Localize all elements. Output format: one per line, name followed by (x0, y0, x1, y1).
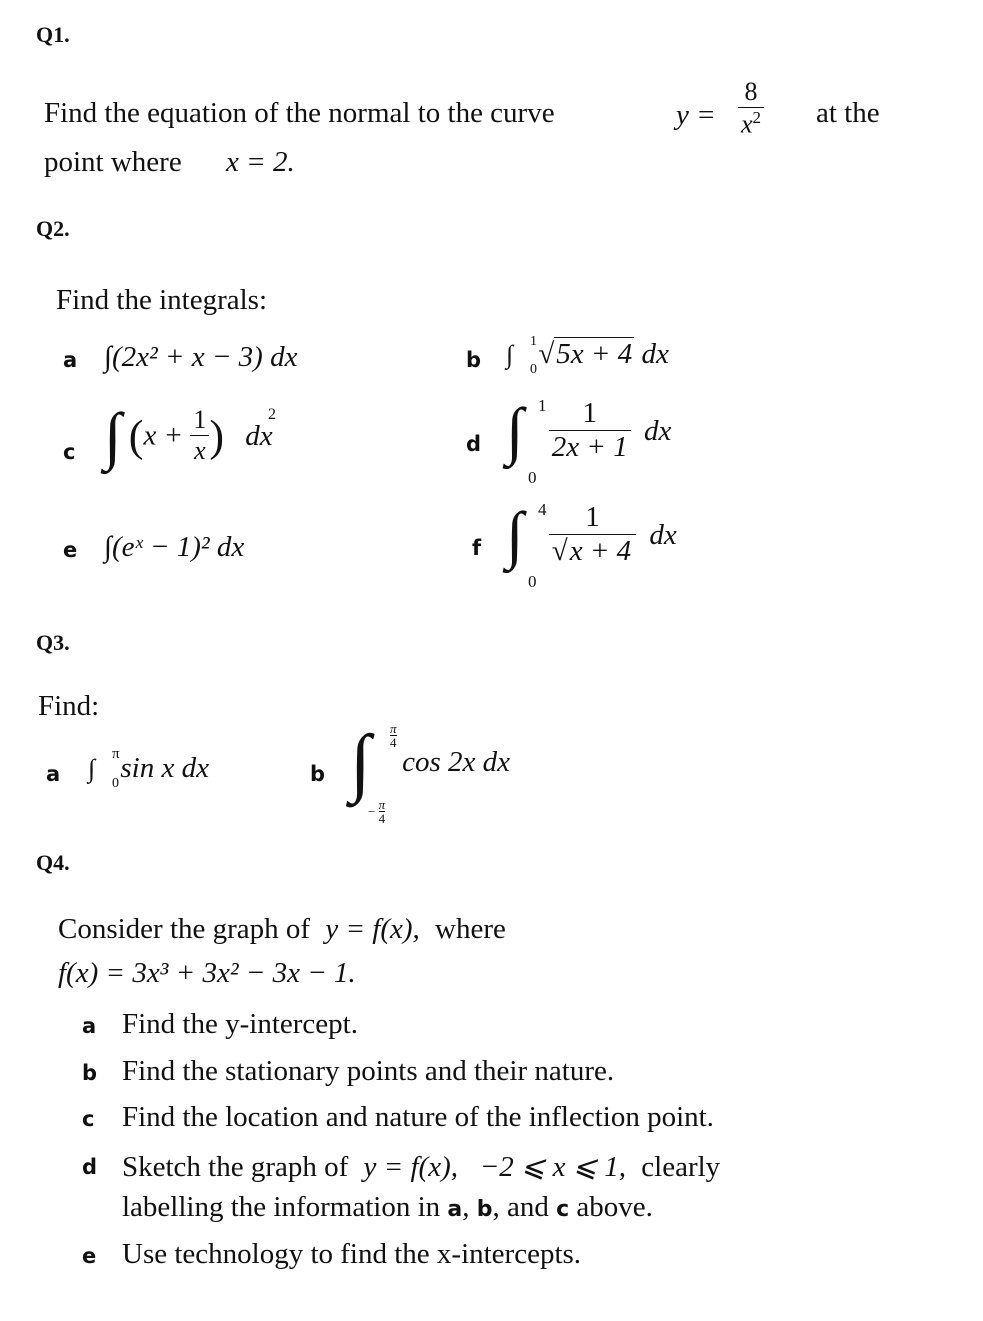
q2-d-den: 2x + 1 (549, 430, 631, 464)
q2-d-dx: dx (643, 414, 672, 447)
q2-b-dx: dx (641, 338, 669, 370)
q4-b-text: Find the stationary points and their nature. (122, 1055, 615, 1087)
q2-c-label: c (63, 440, 76, 464)
q2-a-expr: ∫(2x² + x − 3) dx (104, 341, 298, 373)
q4-a-label: a (82, 1014, 97, 1038)
q2-d-label: d (466, 432, 482, 456)
q2-e-label: e (63, 538, 78, 562)
q2-c-num: 1 (193, 405, 207, 435)
q2-c-open: ( (128, 411, 144, 461)
q3-a-int: ∫ (88, 754, 96, 783)
q3-b-expr (350, 720, 570, 834)
q1-y-equals: y = (676, 99, 716, 131)
q4-e-label: e (82, 1244, 97, 1268)
q3-intro: Find: (38, 690, 100, 722)
q1-at-the: at the (816, 97, 880, 129)
q2-c-int: ∫ (104, 400, 122, 471)
q3-a-body: sin x dx (120, 752, 209, 784)
q4-d-math: y = f(x), −2 ⩽ x ⩽ 1, (363, 1151, 627, 1183)
q1-line2-math: x = 2. (226, 146, 295, 178)
q2-f-int: ∫ (506, 499, 524, 571)
q4-function: f(x) = 3x³ + 3x² − 3x − 1. (58, 957, 356, 989)
q2-c-close: ) (209, 411, 225, 461)
q4-d-ref-c: c (556, 1197, 570, 1222)
q1-fraction (738, 78, 764, 139)
q4-c-label: c (82, 1107, 95, 1131)
q4-d-label: d (82, 1155, 98, 1179)
q1-line2-text: point where (44, 146, 182, 178)
q3-a-lower: 0 (112, 776, 119, 791)
q1-line1-text: Find the equation of the normal to the curve (44, 97, 555, 129)
q3-heading: Q3. (36, 630, 70, 655)
q1-frac-den: x (741, 109, 753, 139)
q2-f-num: 1 (585, 501, 600, 533)
q1-heading: Q1. (36, 22, 70, 47)
q4-d-text-post: clearly (641, 1151, 721, 1183)
q4-d-ref-a: a (447, 1197, 463, 1222)
q2-b-label: b (466, 348, 482, 372)
q2-f-upper: 4 (538, 500, 547, 519)
q3-b-upper (390, 722, 397, 749)
q2-c-exp: 2 (268, 406, 276, 423)
q3-a-label: a (46, 762, 61, 786)
q3-b-int: ∫ (350, 720, 371, 804)
q2-f-label: f (472, 536, 482, 560)
q2-b-lower: 0 (530, 362, 537, 377)
q4-b-label: b (82, 1061, 98, 1085)
q4-d-comma2: , and (492, 1191, 549, 1223)
q3-b-lower-num: π (378, 797, 386, 812)
q4-intro-text: Consider the graph of (58, 913, 311, 945)
q4-c-text: Find the location and nature of the inflection point. (122, 1101, 714, 1133)
q2-b-expr (506, 334, 736, 382)
q2-f-expr (506, 499, 726, 594)
q4-e-text: Use technology to find the x-intercepts. (122, 1238, 582, 1270)
q4-d-line1 (122, 1149, 720, 1184)
q2-f-radicand: x + 4 (569, 534, 632, 567)
q4-d-line2-pre: labelling the information in (122, 1191, 441, 1223)
q2-c-dx: dx (245, 419, 273, 452)
q3-b-body: cos 2x dx (402, 745, 510, 778)
q2-b-upper: 1 (530, 334, 537, 349)
q2-d-lower: 0 (528, 468, 537, 487)
q4-d-comma1: , (462, 1191, 470, 1223)
q2-f-dx: dx (649, 518, 677, 551)
q3-b-upper-den: 4 (390, 735, 397, 750)
q4-d-line2-post: above. (576, 1191, 653, 1223)
q3-a-upper: π (112, 746, 120, 762)
q2-f-root: √ (551, 534, 568, 567)
q2-b-radicand: 5x + 4 (556, 338, 633, 370)
q3-b-label: b (310, 762, 326, 786)
q4-a-text: Find the y-intercept. (122, 1008, 358, 1040)
q1-frac-num: 8 (744, 77, 758, 106)
q3-b-upper-num: π (390, 721, 397, 736)
q3-b-lower-sign: − (368, 804, 376, 819)
q3-b-lower (368, 798, 385, 825)
q2-c-den: x (190, 435, 209, 466)
q4-heading: Q4. (36, 850, 70, 875)
q2-c-xplus: x + (143, 419, 184, 452)
q2-c-expr (104, 400, 344, 488)
q4-intro-line (58, 913, 506, 946)
q2-d-int: ∫ (506, 395, 524, 467)
q4-intro-math: y = f(x), (325, 913, 420, 945)
q2-f-lower: 0 (528, 572, 537, 591)
q2-d-expr (506, 395, 726, 490)
q4-intro-where: where (435, 913, 506, 945)
q1-frac-den-exp: 2 (752, 107, 762, 127)
q2-d-upper: 1 (538, 396, 547, 415)
q3-a-expr (88, 746, 268, 796)
q2-b-root: √ (538, 338, 555, 370)
q3-b-lower-den: 4 (378, 811, 386, 826)
q2-d-num: 1 (582, 397, 597, 429)
q4-d-line2 (122, 1191, 653, 1224)
q2-heading: Q2. (36, 216, 70, 241)
q2-intro: Find the integrals: (56, 284, 268, 316)
q2-b-int: ∫ (506, 340, 514, 369)
q4-d-ref-b: b (476, 1197, 493, 1222)
q2-e-expr: ∫(eˣ − 1)² dx (104, 531, 245, 563)
q4-d-text-pre: Sketch the graph of (122, 1151, 349, 1183)
q2-a-label: a (63, 348, 78, 372)
